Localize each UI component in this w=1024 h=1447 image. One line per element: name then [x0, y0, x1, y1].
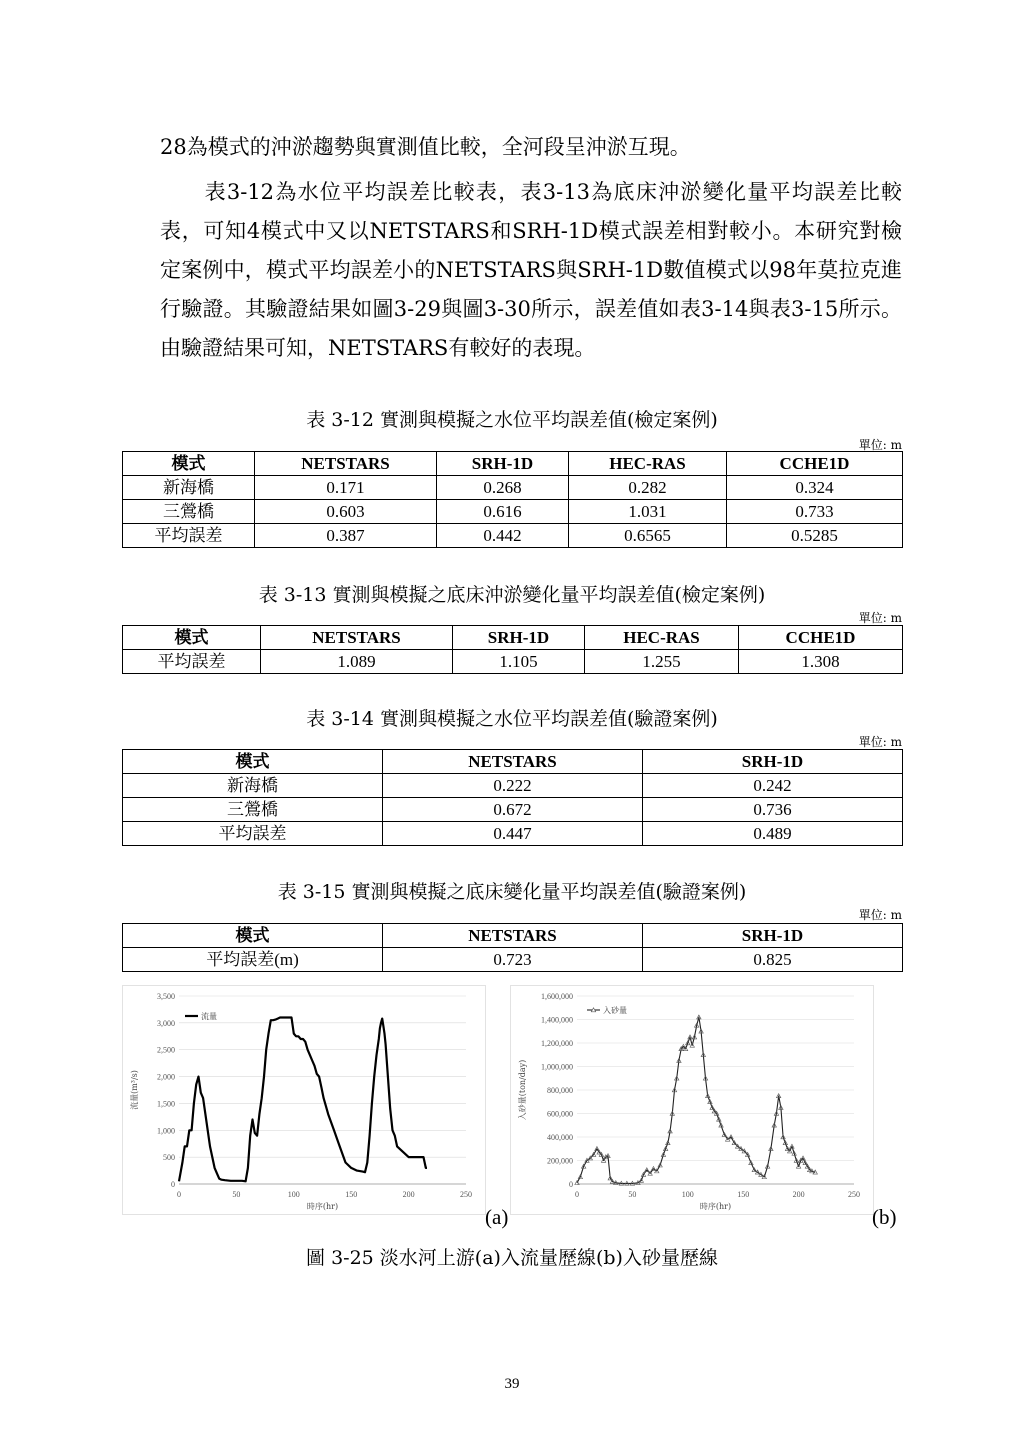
table-cell: 0.672 [383, 798, 643, 822]
header-cell: 模式 [123, 452, 255, 476]
header-cell: NETSTARS [255, 452, 437, 476]
y-tick-label: 400,000 [547, 1133, 573, 1142]
header-cell: SRH-1D [643, 750, 903, 774]
table-cell: 0.616 [437, 500, 569, 524]
table-cell: 0.222 [383, 774, 643, 798]
header-cell: HEC-RAS [569, 452, 727, 476]
x-tick-label: 50 [628, 1190, 637, 1199]
table-header-row [123, 452, 903, 476]
page-number: 39 [504, 1376, 520, 1392]
panel-label-b: (b) [872, 1205, 897, 1229]
table14-caption: 表 3-14 實測與模擬之水位平均誤差值(驗證案例) [306, 708, 718, 730]
y-tick-label: 600,000 [547, 1109, 573, 1119]
x-tick-label: 200 [792, 1190, 805, 1199]
table-row [123, 822, 903, 846]
table12-unit: 單位: m [858, 438, 902, 452]
table12-caption: 表 3-12 實測與模擬之水位平均誤差值(檢定案例) [306, 409, 718, 431]
y-tick-label: 800,000 [547, 1086, 573, 1095]
header-cell: NETSTARS [383, 750, 643, 774]
table-cell: 0.733 [727, 500, 903, 524]
table13-caption: 表 3-13 實測與模擬之底床沖淤變化量平均誤差值(檢定案例) [258, 584, 766, 606]
x-tick-label: 150 [737, 1190, 750, 1199]
figure-caption: 圖 3-25 淡水河上游(a)入流量歷線(b)入砂量歷線 [306, 1247, 718, 1269]
y-tick-label: 1,000,000 [541, 1062, 573, 1072]
table15-caption: 表 3-15 實測與模擬之底床變化量平均誤差值(驗證案例) [277, 881, 747, 903]
table-row [123, 500, 903, 524]
table-cell: 0.723 [383, 948, 643, 972]
table-row [123, 524, 903, 548]
table-cell: 新海橋 [123, 774, 383, 798]
table-cell: 三鶯橋 [123, 798, 383, 822]
table-cell: 平均誤差 [123, 524, 255, 548]
x-tick-label: 100 [287, 1190, 300, 1199]
series-line [577, 1017, 815, 1183]
y-tick-label: 500 [163, 1153, 175, 1163]
body-text [160, 128, 902, 368]
table15-unit: 單位: m [858, 908, 902, 922]
chart-inflow-svg [123, 986, 485, 1214]
table-cell: 0.603 [255, 500, 437, 524]
series-line [179, 1018, 427, 1182]
y-tick-label: 2,500 [157, 1045, 175, 1055]
x-tick-label: 0 [177, 1190, 181, 1199]
table-3-14 [122, 749, 903, 846]
table-cell: 0.442 [437, 524, 569, 548]
table-cell: 0.282 [569, 476, 727, 500]
y-tick-label: 2,000 [157, 1072, 175, 1082]
header-cell: SRH-1D [643, 924, 903, 948]
x-axis-label: 時序(hr) [699, 1202, 732, 1211]
table-header-row [123, 750, 903, 774]
panel-label-a: (a) [485, 1205, 509, 1229]
table-row [123, 650, 903, 674]
y-tick-label: 0 [569, 1180, 573, 1189]
y-axis-label: 入砂量(ton/day) [518, 1059, 527, 1121]
x-tick-label: 150 [345, 1190, 358, 1199]
table-cell: 新海橋 [123, 476, 255, 500]
x-tick-label: 200 [402, 1190, 415, 1199]
table-row [123, 476, 903, 500]
y-tick-label: 1,200,000 [541, 1039, 573, 1048]
table-row [123, 774, 903, 798]
header-cell: CCHE1D [727, 452, 903, 476]
table-cell: 0.268 [437, 476, 569, 500]
header-cell: SRH-1D [453, 626, 585, 650]
y-tick-label: 1,600,000 [541, 992, 573, 1001]
table-cell: 1.105 [453, 650, 585, 674]
table-cell: 0.6565 [569, 524, 727, 548]
table-cell: 三鶯橋 [123, 500, 255, 524]
y-tick-label: 1,000 [157, 1126, 175, 1136]
chart-inflow [122, 985, 486, 1215]
table-cell: 1.308 [739, 650, 903, 674]
x-axis-label: 時序(hr) [306, 1202, 339, 1211]
header-cell: CCHE1D [739, 626, 903, 650]
table-cell: 1.255 [585, 650, 739, 674]
header-cell: 模式 [123, 626, 261, 650]
y-tick-label: 1,400,000 [541, 1015, 573, 1025]
table-cell: 0.387 [255, 524, 437, 548]
table-cell: 1.031 [569, 500, 727, 524]
table-3-13 [122, 625, 903, 674]
header-cell: SRH-1D [437, 452, 569, 476]
table-cell: 0.5285 [727, 524, 903, 548]
table-cell: 0.324 [727, 476, 903, 500]
chart-sediment-svg [511, 986, 873, 1214]
table-header-row [123, 924, 903, 948]
table-cell: 0.825 [643, 948, 903, 972]
x-tick-label: 50 [232, 1190, 241, 1199]
table-cell: 1.089 [261, 650, 453, 674]
paragraph-2: 表3-12為水位平均誤差比較表，表3-13為底床沖淤變化量平均誤差比較表，可知4模式中又以NETSTARS和SRH-1D模式誤差相對較小。本研究對檢定案例中，模式平均誤差小的NETSTARS與SRH-1D數值模式以98年莫拉克進行驗證。其驗證結果如圖3-29與圖3-30所示，誤差值如表3-14與表3-15所示。由驗證結果可知，NETSTARS有較好的表現。 [160, 180, 902, 360]
header-cell: NETSTARS [261, 626, 453, 650]
header-cell: 模式 [123, 924, 383, 948]
header-cell: HEC-RAS [585, 626, 739, 650]
x-tick-label: 250 [460, 1190, 472, 1199]
table14-unit: 單位: m [858, 735, 902, 749]
table-cell: 平均誤差 [123, 822, 383, 846]
y-axis-label: 流量(m³/s) [130, 1070, 139, 1110]
y-tick-label: 0 [171, 1180, 175, 1189]
y-tick-label: 3,500 [157, 992, 175, 1001]
legend-label: 入砂量 [603, 1006, 627, 1015]
table-3-12 [122, 451, 903, 548]
table13-unit: 單位: m [858, 611, 902, 625]
table-header-row [123, 626, 903, 650]
table-cell: 0.171 [255, 476, 437, 500]
x-tick-label: 100 [681, 1190, 694, 1199]
legend-label: 流量 [201, 1012, 217, 1021]
y-tick-label: 200,000 [547, 1156, 573, 1166]
y-tick-label: 1,500 [157, 1099, 175, 1109]
paragraph-1: 28為模式的沖淤趨勢與實測值比較，全河段呈沖淤互現。 [160, 135, 691, 159]
x-tick-label: 250 [848, 1190, 860, 1199]
table-cell: 0.242 [643, 774, 903, 798]
table-3-15 [122, 923, 903, 972]
table-row [123, 948, 903, 972]
y-tick-label: 3,000 [157, 1018, 175, 1028]
x-tick-label: 0 [575, 1190, 579, 1199]
table-row [123, 798, 903, 822]
chart-sediment [510, 985, 874, 1215]
table-cell: 0.447 [383, 822, 643, 846]
header-cell: 模式 [123, 750, 383, 774]
table-cell: 平均誤差 [123, 650, 261, 674]
table-cell: 平均誤差(m) [123, 948, 383, 972]
header-cell: NETSTARS [383, 924, 643, 948]
table-cell: 0.489 [643, 822, 903, 846]
table-cell: 0.736 [643, 798, 903, 822]
